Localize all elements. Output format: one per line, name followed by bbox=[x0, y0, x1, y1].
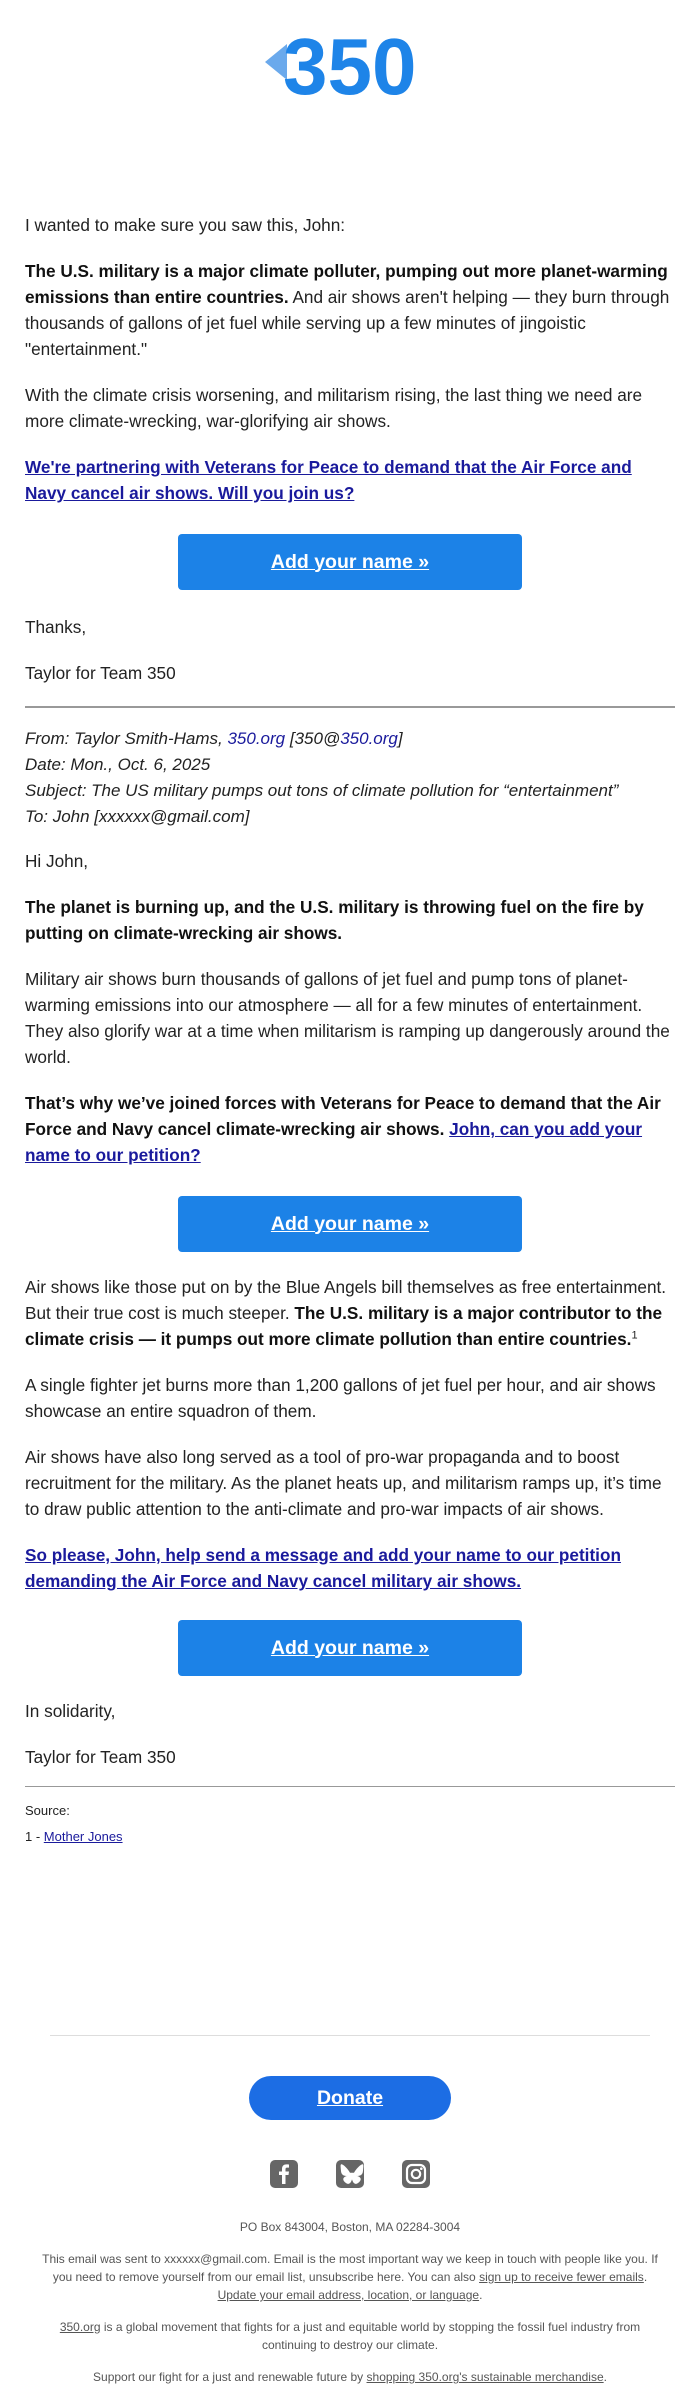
logo[interactable] bbox=[0, 0, 700, 110]
sent-text-c: . bbox=[479, 2288, 483, 2302]
footer-sent-notice bbox=[35, 2250, 665, 2304]
footer-address: PO Box 843004, Boston, MA 02284-3004 bbox=[239, 2220, 461, 2234]
from-mid: [350@ bbox=[285, 729, 341, 748]
body-paragraph-5: A single fighter jet burns more than 1,200 gallons of jet fuel per hour, and air shows showcase an entire squadron of them. bbox=[25, 1375, 656, 1421]
add-your-name-button-1[interactable]: Add your name » bbox=[178, 534, 522, 590]
from-site-link[interactable]: 350.org bbox=[227, 729, 286, 748]
instagram-icon[interactable] bbox=[402, 2160, 430, 2188]
social-links bbox=[0, 2160, 700, 2188]
body-paragraph-3 bbox=[25, 1090, 675, 1168]
support-end: . bbox=[603, 2370, 607, 2384]
support-text: Support our fight for a just and renewable future by bbox=[93, 2370, 367, 2384]
forward-subject: Subject: The US military pumps out tons of climate pollution for “entertainment” bbox=[25, 781, 619, 800]
body-p1-bold: The planet is burning up, and the U.S. military is throwing fuel on the fire by putting on climate-wrecking air shows. bbox=[25, 897, 644, 943]
source-prefix: 1 - bbox=[25, 1829, 44, 1844]
update-preferences-link[interactable]: Update your email address, location, or language bbox=[217, 2288, 480, 2302]
body-greeting: Hi John, bbox=[25, 851, 89, 871]
petition-link[interactable]: John, can you add your name to our petition? bbox=[25, 1119, 643, 1165]
footnote-ref: 1 bbox=[631, 1329, 638, 1342]
from-email-link[interactable]: 350.org bbox=[340, 729, 398, 748]
merch-link[interactable]: shopping 350.org's sustainable merchandise bbox=[366, 2370, 604, 2384]
svg-text:350: 350 bbox=[283, 22, 417, 102]
sent-text-a: This email was sent to xxxxxx@gmail.com. Email is the most important way we keep in touch with people like you. If you need to remove yourself from our email list, unsubscribe here. You can also bbox=[42, 2252, 658, 2284]
intro-petition-paragraph bbox=[25, 454, 675, 506]
facebook-icon[interactable] bbox=[270, 2160, 298, 2188]
intro-petition-link[interactable]: We're partnering with Veterans for Peace to demand that the Air Force and Navy cancel air shows. Will you join us? bbox=[25, 457, 632, 503]
intro-signature: Taylor for Team 350 bbox=[25, 663, 176, 683]
body-paragraph-6: Air shows have also long served as a tool of pro-war propaganda and to boost recruitment for the military. As the planet heats up, and militarism ramps up, it’s time to draw public attention to the anti-climate and pro-war impacts of air shows. bbox=[25, 1447, 662, 1519]
petition-link-2[interactable]: So please, John, help send a message and add your name to our petition demanding the Air Force and Navy cancel military air shows. bbox=[25, 1545, 621, 1591]
donate-button[interactable]: Donate bbox=[249, 2076, 451, 2120]
source-link[interactable]: Mother Jones bbox=[43, 1829, 123, 1844]
body-p3-bold: That’s why we’ve joined forces with Veterans for Peace to demand that the Air Force and Navy cancel climate-wrecking air shows. bbox=[25, 1093, 661, 1139]
body-paragraph-2: Military air shows burn thousands of gallons of jet fuel and pump tons of planet-warming emissions into our atmosphere — all for a few minutes of entertainment. They also glorify war at a time when militarism is ramping up dangerously around the world. bbox=[25, 969, 670, 1067]
mission-site-link[interactable]: 350.org bbox=[59, 2320, 101, 2334]
intro-paragraph-1 bbox=[25, 258, 675, 362]
body-signature: Taylor for Team 350 bbox=[25, 1747, 176, 1767]
thanks-text: Thanks, bbox=[25, 617, 87, 637]
forward-from bbox=[25, 726, 675, 752]
forward-to: To: John [xxxxxx@gmail.com] bbox=[25, 807, 250, 826]
fewer-emails-link[interactable]: sign up to receive fewer emails bbox=[479, 2270, 644, 2284]
350-logo-icon bbox=[265, 22, 435, 102]
source-divider bbox=[25, 1786, 675, 1787]
forward-date: Date: Mon., Oct. 6, 2025 bbox=[25, 755, 211, 774]
bluesky-icon[interactable] bbox=[336, 2160, 364, 2188]
sent-text-b: . bbox=[643, 2270, 648, 2284]
body-paragraph-4 bbox=[25, 1274, 675, 1352]
source-item bbox=[25, 1827, 675, 1847]
add-your-name-button-3[interactable]: Add your name » bbox=[178, 1620, 522, 1676]
footer-divider bbox=[50, 2035, 650, 2036]
source-label: Source: bbox=[25, 1803, 70, 1818]
body-p4-start: Air shows like those put on by the Blue Angels bill themselves as free entertainment. But their true cost is much steeper. bbox=[25, 1277, 667, 1323]
footer bbox=[0, 2035, 700, 2386]
intro-paragraph-2: With the climate crisis worsening, and militarism rising, the last thing we need are more climate-wrecking, war-glorifying air shows. bbox=[25, 385, 643, 431]
add-your-name-button-2[interactable]: Add your name » bbox=[178, 1196, 522, 1252]
intro-p1-bold: The U.S. military is a major climate polluter, pumping out more planet-warming emissions than entire countries. bbox=[25, 261, 668, 307]
from-label: From: Taylor Smith-Hams, bbox=[25, 729, 228, 748]
footer-support bbox=[35, 2368, 665, 2386]
forwarded-header bbox=[25, 726, 675, 830]
footer-mission bbox=[35, 2318, 665, 2354]
body-paragraph-1 bbox=[25, 894, 675, 946]
from-end: ] bbox=[397, 729, 403, 748]
intro-greeting: I wanted to make sure you saw this, John: bbox=[25, 215, 346, 235]
intro-p1-rest: And air shows aren't helping — they burn through thousands of gallons of jet fuel while serving up a few minutes of jingoistic "entertainment." bbox=[25, 287, 670, 359]
closing-text: In solidarity, bbox=[25, 1701, 116, 1721]
divider bbox=[25, 706, 675, 708]
body-p4-bold: The U.S. military is a major contributor to the climate crisis — it pumps out more climate pollution than entire countries. bbox=[25, 1303, 663, 1349]
mission-text: is a global movement that fights for a just and equitable world by stopping the fossil fuel industry from continuing to destroy our climate. bbox=[100, 2320, 641, 2352]
body-paragraph-7 bbox=[25, 1542, 675, 1594]
